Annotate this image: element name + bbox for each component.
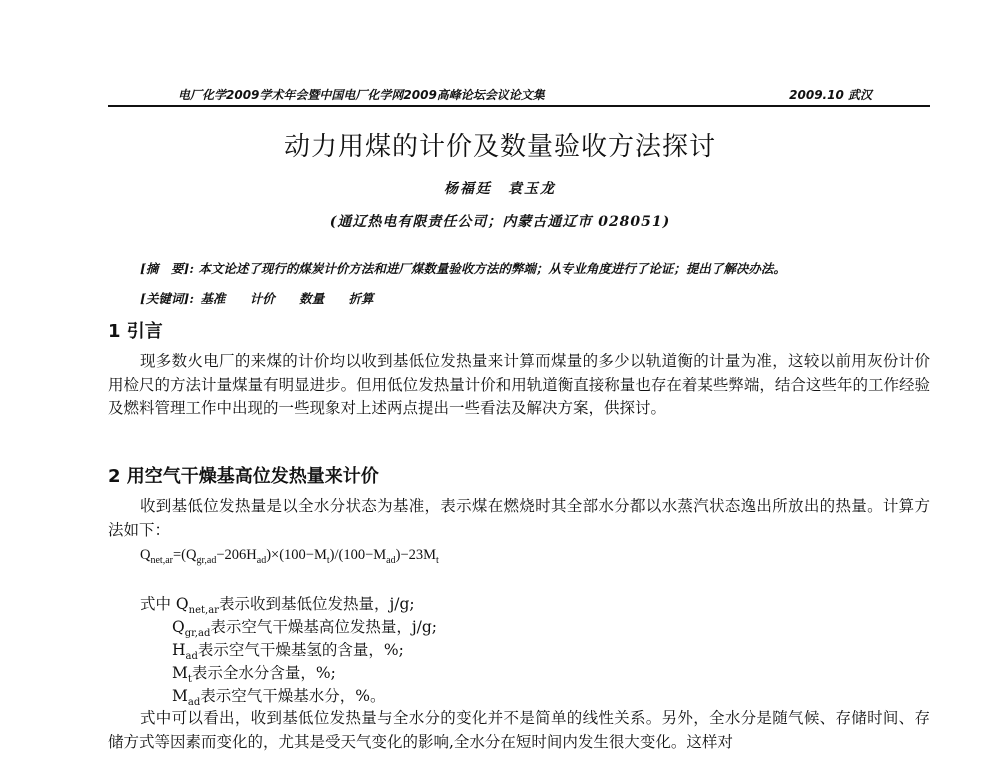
section-paragraph-introduction: 现多数火电厂的来煤的计价均以收到基低位发热量来计算而煤量的多少以轨道衡的计量为准，这较以前用灰份计价用检尺的方法计量煤量有明显进步。但用低位发热量计价和用轨道衡直接称量也存在着某些弊端，结合这些年的工作经验及燃料管理工作中出现的一些现象对上述两点提出一些看法及解决方案，供探讨。 (108, 352, 930, 417)
closing-paragraph: 式中可以看出，收到基低位发热量与全水分的变化并不是简单的线性关系。另外，全水分是随气候、存储时间、存储方式等因素而变化的，尤其是受天气变化的影响,全水分在短时间内发生很大变化。这样对 (108, 709, 930, 751)
running-header-title: 电厂化学2009学术年会暨中国电厂化学网2009高峰论坛会议论文集 (178, 88, 545, 102)
keywords-label: [关键词]: (140, 291, 194, 306)
formula-legend-line: $M_t$表示全水分含量，%; (172, 664, 336, 686)
keyword-item: 计价 (249, 291, 275, 306)
paper-title: 动力用煤的计价及数量验收方法探讨 (283, 132, 716, 162)
keyword-item: 折算 (348, 291, 374, 306)
running-header-date: 2009.10 武汉 (789, 88, 872, 102)
keyword-item: 基准 (200, 291, 226, 306)
formula-legend-line: $M_{ad}$表示空气干燥基水分，%。 (172, 687, 386, 709)
formula-legend-line: $Q_{gr,ad}$表示空气干燥基高位发热量，j/g; (172, 618, 438, 640)
abstract-text: 本文论述了现行的煤炭计价方法和进厂煤数量验收方法的弊端；从专业角度进行了论证；提出了解决办法。 (198, 261, 786, 276)
paper-affiliation: (通辽热电有限责任公司；内蒙古通辽市 028051) (329, 214, 671, 230)
header-rule (108, 105, 930, 107)
keyword-item: 数量 (299, 291, 325, 306)
abstract-label: [摘 要]: (140, 261, 194, 276)
formula-net-calorific-value: $Q_{net,ar}=(Q_{gr,ad}-206H_{ad})\times(100-M_t)/(100-M_{ad})-23M_t$ (140, 547, 439, 566)
running-header (108, 86, 930, 104)
section-paragraph-pricing: 收到基低位发热量是以全水分状态为基准，表示煤在燃烧时其全部水分都以水蒸汽状态逸出所放出的热量。计算方法如下： (108, 497, 930, 539)
formula-legend-line: 式中 $Q_{net,ar}$表示收到基低位发热量，j/g; (140, 595, 415, 617)
abstract (140, 259, 920, 277)
keywords (140, 289, 920, 307)
paper-authors: 杨福廷 袁玉龙 (444, 181, 556, 197)
section-heading-introduction: 1 引言 (108, 321, 163, 342)
section-heading-pricing: 2 用空气干燥基高位发热量来计价 (108, 466, 379, 487)
formula-legend-line: $H_{ad}$表示空气干燥基氢的含量，%; (172, 641, 404, 663)
